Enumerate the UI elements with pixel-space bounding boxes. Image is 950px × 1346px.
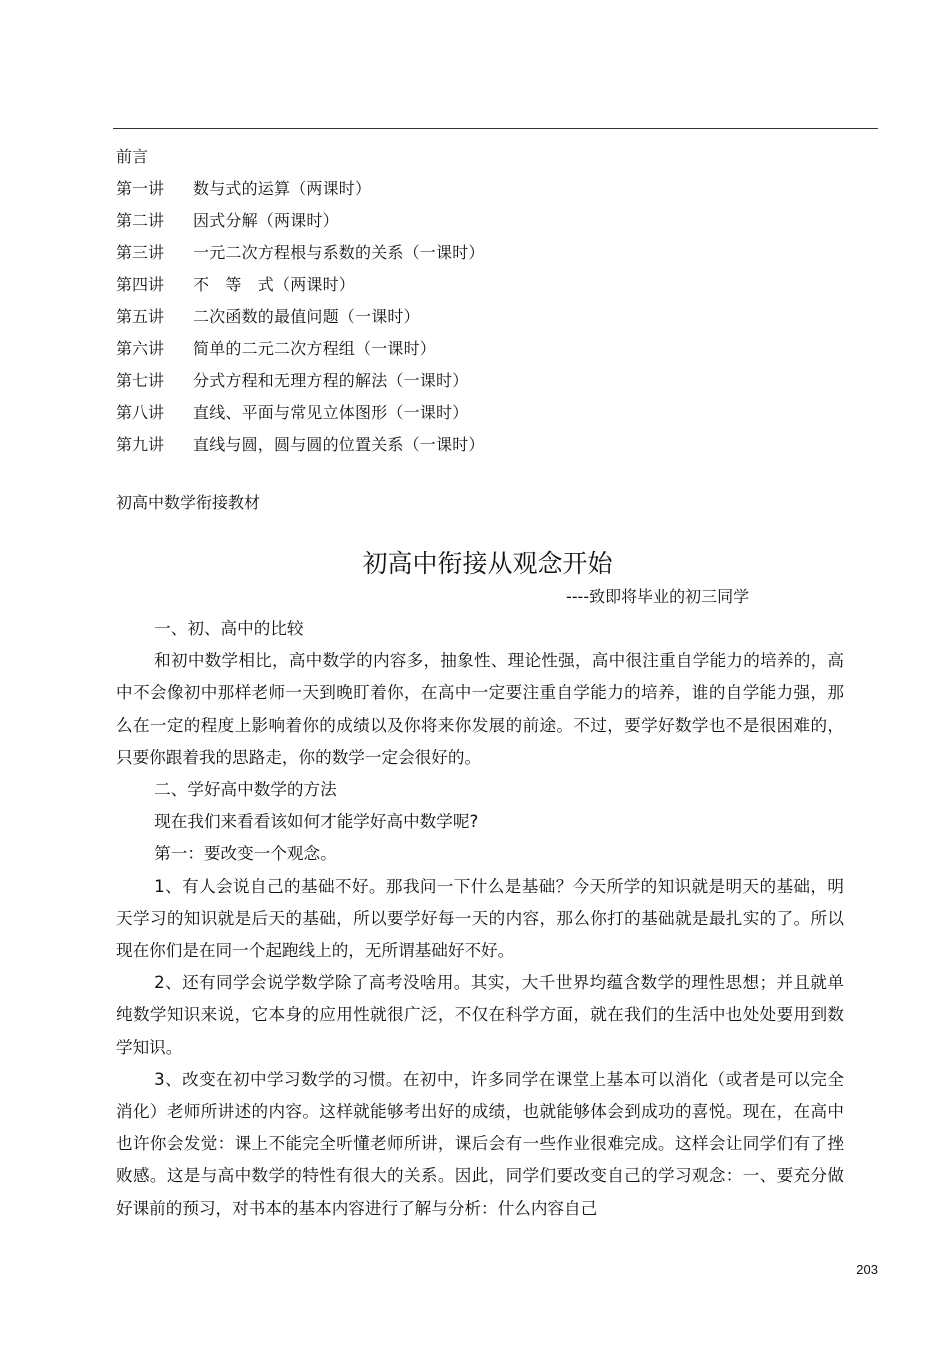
toc-entry-9 xyxy=(116,429,485,461)
toc-entry-title: 直线与圆，圆与圆的位置关系（一课时） xyxy=(193,435,485,454)
paragraph: 3、改变在初中学习数学的习惯。在初中，许多同学在课堂上基本可以消化（或者是可以完全消化）老师所讲述的内容。这样就能够考出好的成绩，也就能够体会到成功的喜悦。现在，在高中也许你会发觉：课上不能完全听懂老师所讲，课后会有一些作业很难完成。这样会让同学们有了挫败感。这是与高中数学的特性有很大的关系。因此，同学们要改变自己的学习观念：一、要充分做好课前的预习，对书本的基本内容进行了解与分析：什么内容自己 xyxy=(116,1069,844,1218)
toc-entry-number: 第九讲 xyxy=(116,435,165,454)
toc-preface xyxy=(116,141,485,173)
paragraph: 和初中数学相比，高中数学的内容多，抽象性、理论性强，高中很注重自学能力的培养的，高中不会像初中那样老师一天到晚盯着你，在高中一定要注重自学能力的培养，谁的自学能力强，那么在一定的程度上影响着你的成绩以及你将来你发展的前途。不过，要学好数学也不是很困难的，只要你跟着我的思路走，你的数学一定会很好的。 xyxy=(116,651,844,767)
paragraph: 1、有人会说自己的基础不好。那我问一下什么是基础？今天所学的知识就是明天的基础，明天学习的知识就是后天的基础，所以要学好每一天的内容，那么你打的基础就是最扎实的了。所以现在你们是在同一个起跑线上的，无所谓基础好不好。 xyxy=(116,876,844,961)
page-number: 203 xyxy=(856,1262,878,1277)
article-subtitle: ----致即将毕业的初三同学 xyxy=(566,587,750,606)
toc-entry-3 xyxy=(116,237,485,269)
section-heading: 一、初、高中的比较 xyxy=(154,619,304,638)
toc-preface-label: 前言 xyxy=(116,147,149,166)
toc-entry-8 xyxy=(116,397,485,429)
toc-entry-2 xyxy=(116,205,485,237)
toc-entry-title: 分式方程和无理方程的解法（一课时） xyxy=(193,371,469,390)
article-title: 初高中衔接从观念开始 xyxy=(362,549,613,578)
toc-entry-title: 直线、平面与常见立体图形（一课时） xyxy=(193,403,469,422)
toc-entry-title: 一元二次方程根与系数的关系（一课时） xyxy=(193,243,485,262)
toc-entry-7 xyxy=(116,365,485,397)
toc-entry-5 xyxy=(116,301,485,333)
toc-entry-title: 二次函数的最值问题（一课时） xyxy=(193,307,420,326)
table-of-contents xyxy=(116,141,485,461)
article-body xyxy=(116,613,844,1225)
toc-entry-number: 第四讲 xyxy=(116,275,165,294)
toc-entry-title: 简单的二元二次方程组（一课时） xyxy=(193,339,437,358)
toc-entry-number: 第三讲 xyxy=(116,243,165,262)
toc-entry-number: 第二讲 xyxy=(116,211,165,230)
toc-entry-title: 因式分解（两课时） xyxy=(193,211,339,230)
paragraph: 2、还有同学会说学数学除了高考没啥用。其实，大千世界均蕴含数学的理性思想；并且就单纯数学知识来说，它本身的应用性就很广泛，不仅在科学方面，就在我们的生活中也处处要用到数学知识。 xyxy=(116,973,844,1057)
toc-entry-6 xyxy=(116,333,485,365)
toc-entry-4 xyxy=(116,269,485,301)
paragraph: 第一：要改变一个观念。 xyxy=(154,844,337,864)
toc-entry-number: 第六讲 xyxy=(116,339,165,358)
toc-entry-number: 第一讲 xyxy=(116,179,165,198)
toc-entry-title: 数与式的运算（两课时） xyxy=(193,179,372,198)
toc-entry-number: 第八讲 xyxy=(116,403,165,422)
toc-entry-title: 不 等 式（两课时） xyxy=(193,275,356,294)
series-title: 初高中数学衔接教材 xyxy=(116,493,261,512)
toc-entry-1 xyxy=(116,173,485,205)
toc-entry-number: 第七讲 xyxy=(116,371,165,390)
toc-entry-number: 第五讲 xyxy=(116,307,165,326)
paragraph: 现在我们来看看该如何才能学好高中数学呢? xyxy=(154,812,479,832)
section-heading: 二、学好高中数学的方法 xyxy=(154,780,337,800)
header-rule xyxy=(113,128,878,129)
